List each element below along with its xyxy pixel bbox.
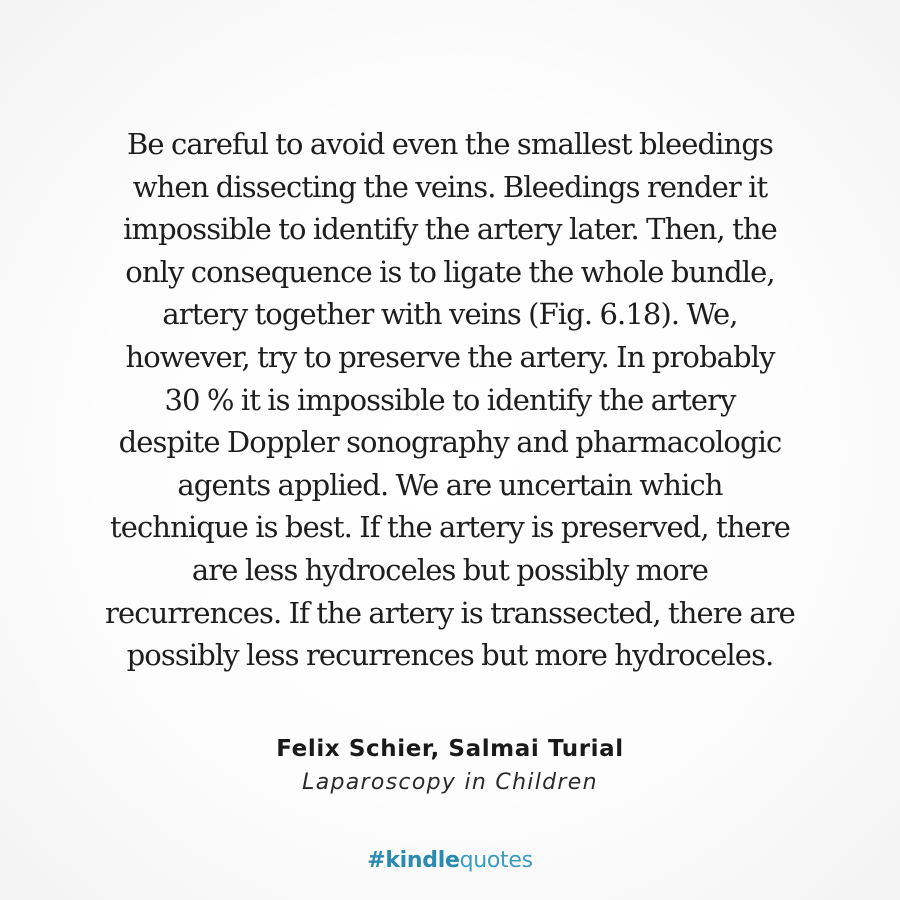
book-title: Laparoscopy in Children [302,770,598,795]
quote-line: impossible to identify the artery later. Then, the [123,212,777,247]
quote-text [40,123,860,677]
author-names: Felix Schier, Salmai Turial [276,736,624,762]
quote-line: Be careful to avoid even the smallest bleedings [127,127,773,161]
quote-line: despite Doppler sonography and pharmacologic [118,425,782,460]
quote-line: 30 % it is impossible to identify the artery [164,382,736,417]
quote-line: however, try to preserve the artery. In probably [125,339,775,374]
quote-line: agents applied. We are uncertain which [177,467,723,502]
quote-line: artery together with veins (Fig. 6.18). We, [162,297,738,332]
quote-line: technique is best. If the artery is preserved, there [109,510,791,545]
quote-line: are less hydroceles but possibly more [191,552,709,587]
hashtag-quotes: quotes [459,848,533,873]
quote-line: when dissecting the veins. Bleedings render it [132,169,768,204]
hashtag-kindle: #kindle [367,848,460,873]
quote-line: possibly less recurrences but more hydroceles. [126,638,774,673]
quote-line: only consequence is to ligate the whole bundle, [125,254,775,289]
kindle-quotes-hashtag[interactable] [0,844,900,878]
attribution [0,732,900,800]
quote-line: recurrences. If the artery is transsected, there are [105,595,795,630]
